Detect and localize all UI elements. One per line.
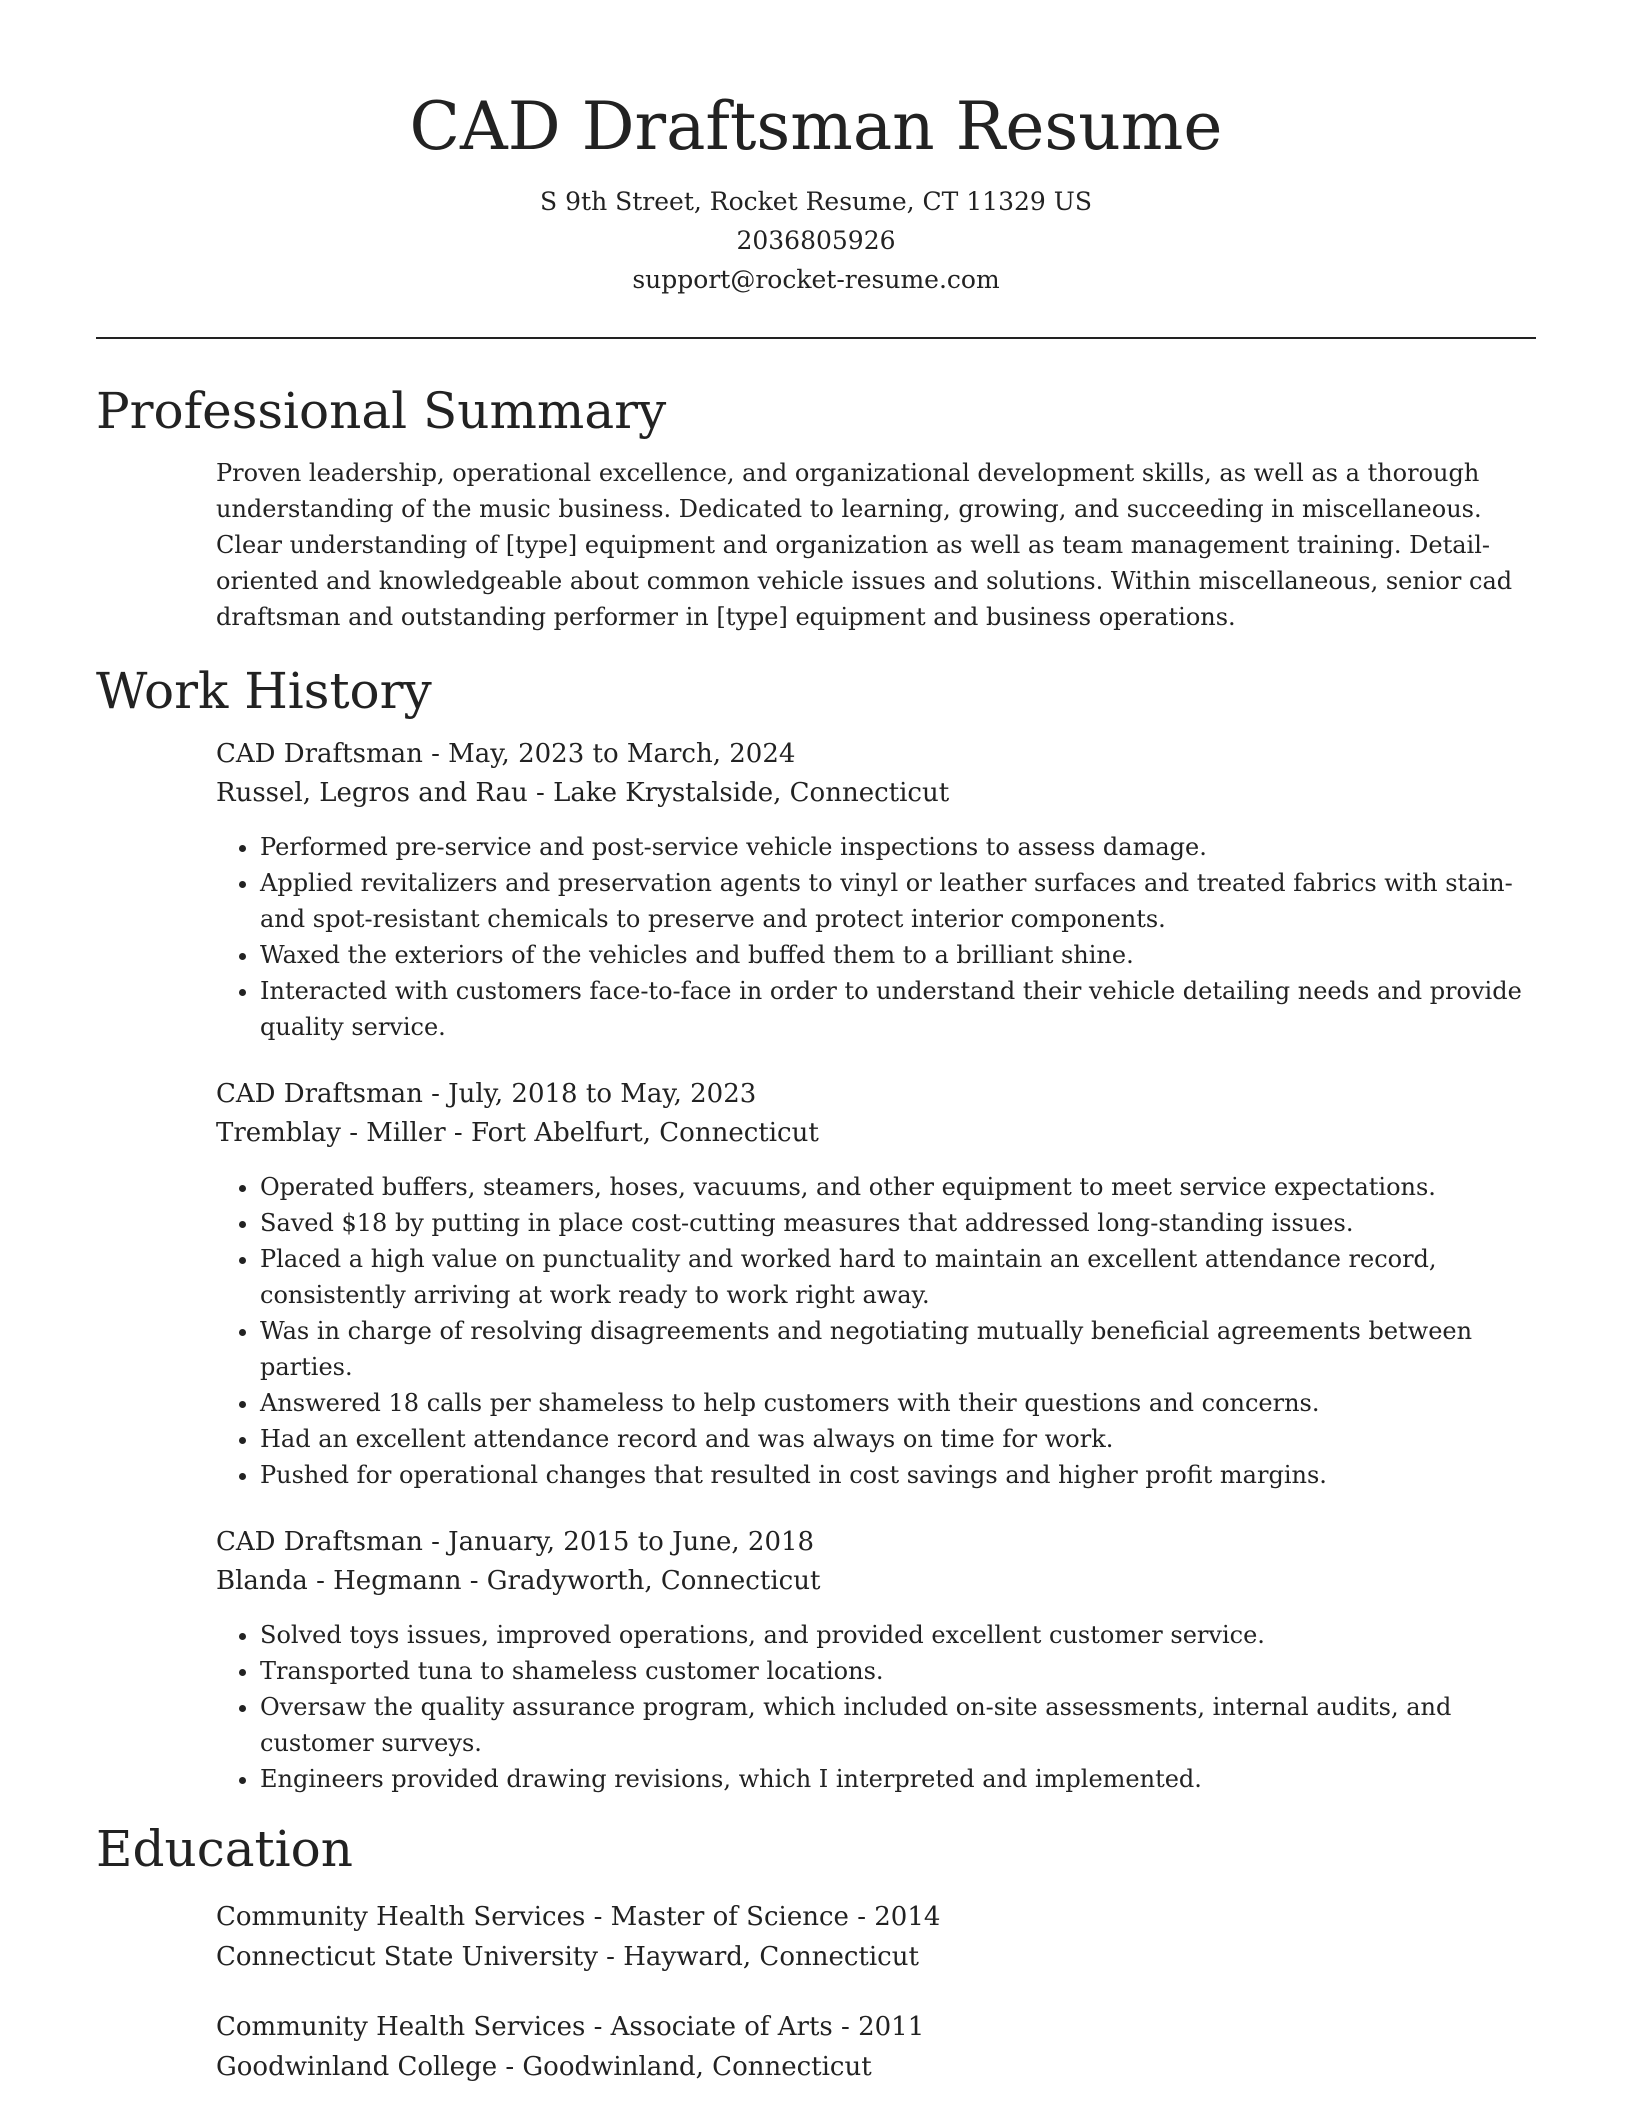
summary-section <box>96 381 1536 635</box>
work-history-heading: Work History <box>96 662 432 720</box>
job-bullet: • Operated buffers, steamers, hoses, vacuums, and other equipment to meet service expectations. <box>260 1169 1536 1205</box>
education-entry <box>216 1897 1536 1977</box>
job-bullet: • Placed a high value on punctuality and worked hard to maintain an excellent attendance record, consistently arriving at work ready to work right away. <box>260 1241 1536 1313</box>
job-bullet: • Transported tuna to shameless customer locations. <box>260 1653 1536 1689</box>
job-bullets <box>216 1169 1536 1493</box>
page-title: CAD Draftsman Resume <box>409 88 1223 165</box>
contact-info <box>96 182 1536 299</box>
job-bullet: • Pushed for operational changes that resulted in cost savings and higher profit margins. <box>260 1457 1536 1493</box>
job-bullet: • Waxed the exteriors of the vehicles and buffed them to a brilliant shine. <box>260 937 1536 973</box>
job-bullet: • Interacted with customers face-to-face in order to understand their vehicle detailing needs and provide quality service. <box>260 973 1536 1045</box>
job-entry <box>216 1075 1536 1493</box>
education-section <box>96 1819 1536 2087</box>
job-bullet: • Had an excellent attendance record and was always on time for work. <box>260 1421 1536 1457</box>
job-title-line: CAD Draftsman - January, 2015 to June, 2018 <box>216 1527 815 1557</box>
job-bullet: • Engineers provided drawing revisions, which I interpreted and implemented. <box>260 1761 1536 1797</box>
header-divider <box>96 337 1536 339</box>
job-title-line: CAD Draftsman - July, 2018 to May, 2023 <box>216 1079 757 1109</box>
education-degree-line: Community Health Services - Master of Science - 2014 <box>216 1902 941 1932</box>
resume-header <box>96 0 1536 299</box>
job-bullet: • Performed pre-service and post-service vehicle inspections to assess damage. <box>260 829 1536 865</box>
job-bullets <box>216 1617 1536 1797</box>
education-school-line: Connecticut State University - Hayward, Connecticut <box>216 1942 919 1972</box>
job-bullet: • Solved toys issues, improved operations, and provided excellent customer service. <box>260 1617 1536 1653</box>
job-bullet: • Saved $18 by putting in place cost-cutting measures that addressed long-standing issues. <box>260 1205 1536 1241</box>
job-company-line: Tremblay - Miller - Fort Abelfurt, Connecticut <box>216 1118 819 1148</box>
job-entry <box>216 1523 1536 1797</box>
job-title-line: CAD Draftsman - May, 2023 to March, 2024 <box>216 739 796 769</box>
work-history-section <box>96 661 1536 1797</box>
job-bullet: • Was in charge of resolving disagreements and negotiating mutually beneficial agreements between parties. <box>260 1313 1536 1385</box>
contact-phone: 2036805926 <box>736 226 896 255</box>
education-heading: Education <box>96 1820 353 1878</box>
contact-address: S 9th Street, Rocket Resume, CT 11329 US <box>540 187 1092 216</box>
job-bullets <box>216 829 1536 1045</box>
job-bullet: • Oversaw the quality assurance program, which included on-site assessments, internal audits, and customer surveys. <box>260 1689 1536 1761</box>
summary-text: Proven leadership, operational excellence, and organizational development skills, as well as a thorough understanding of the music business. Dedicated to learning, growing, and succeeding in miscellaneous. Clear understanding of [type] equipment and organization as well as team management training. Detail-oriented and knowledgeable about common vehicle issues and solutions. Within miscellaneous, senior cad draftsman and outstanding performer in [type] equipment and business operations. <box>216 459 1513 631</box>
job-company-line: Blanda - Hegmann - Gradyworth, Connecticut <box>216 1566 821 1596</box>
education-school-line: Goodwinland College - Goodwinland, Connecticut <box>216 2052 872 2082</box>
job-bullet: • Applied revitalizers and preservation agents to vinyl or leather surfaces and treated fabrics with stain- and spot-resistant chemicals to preserve and protect interior components. <box>260 865 1536 937</box>
job-bullet: • Answered 18 calls per shameless to help customers with their questions and concerns. <box>260 1385 1536 1421</box>
job-company-line: Russel, Legros and Rau - Lake Krystalside, Connecticut <box>216 778 950 808</box>
job-entry <box>216 735 1536 1045</box>
contact-email: support@rocket-resume.com <box>632 265 1000 294</box>
resume-page <box>96 0 1536 2087</box>
education-degree-line: Community Health Services - Associate of Arts - 2011 <box>216 2012 925 2042</box>
summary-heading: Professional Summary <box>96 382 667 440</box>
education-entry <box>216 2007 1536 2087</box>
